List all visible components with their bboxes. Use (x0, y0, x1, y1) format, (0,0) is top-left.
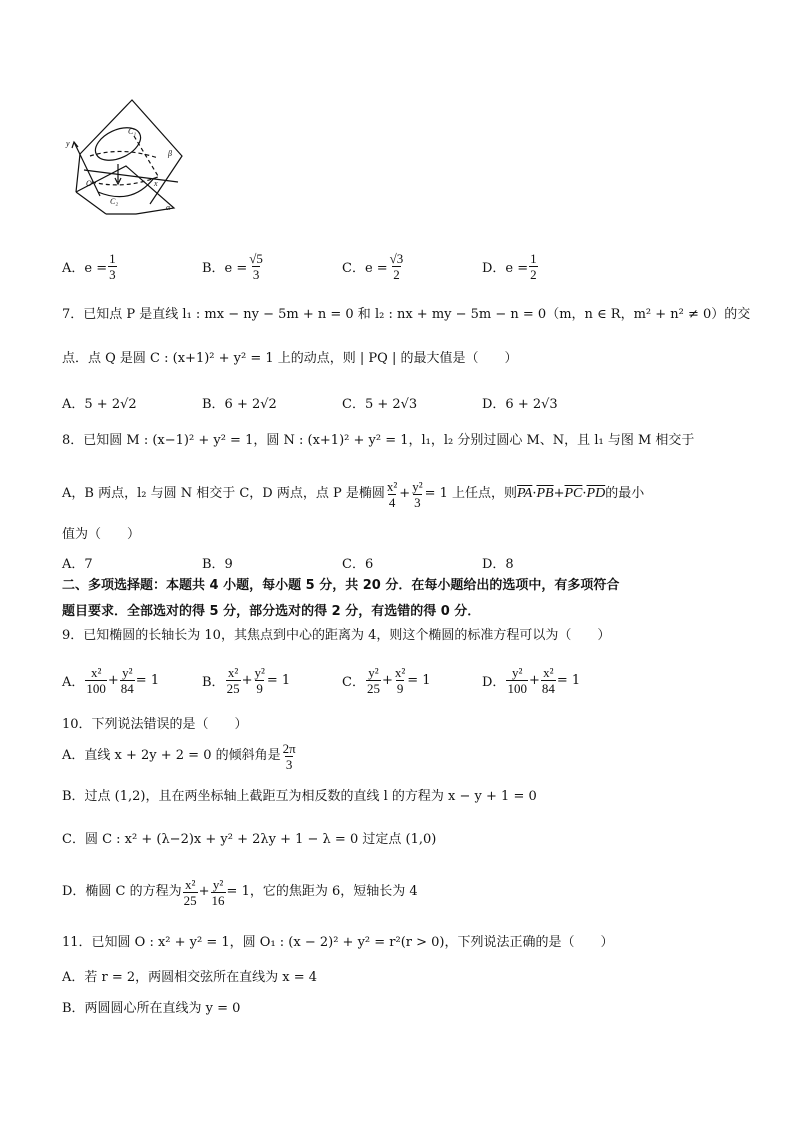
curve-c2 (98, 178, 154, 197)
ellipse-c1 (90, 121, 145, 167)
q11-option-b: B．两圆圆心所在直线为 y = 0 (62, 1001, 241, 1016)
label-y: y (66, 139, 70, 148)
q8-option-c: C．6 (342, 556, 374, 572)
geometry-figure (62, 96, 186, 220)
q9-options (62, 660, 762, 700)
q8-option-d: D．8 (482, 556, 514, 572)
q6-option-b: B．e = $\frac{√5}{3}$ (202, 250, 263, 282)
q9-stem: 9．已知椭圆的长轴长为 10，其焦点到中心的距离为 4，则这个椭圆的标准方程可以为（ ） (62, 628, 611, 643)
q8-option-a: A．7 (62, 556, 93, 572)
q10-option-b: B．过点 (1,2)，且在两坐标轴上截距互为相反数的直线 l 的方程为 x − y + 1 = 0 (62, 789, 537, 804)
q7-option-d: D．6 + 2√3 (482, 396, 558, 412)
label-o: O (86, 179, 92, 188)
label-alpha: α (166, 203, 171, 212)
q6-option-c: C．e = $\frac{√3}{2}$ (342, 250, 404, 282)
q8-options (62, 542, 762, 582)
section-2-heading-line-1: 二、多项选择题：本题共 4 小题，每小题 5 分，共 20 分．在每小题给出的选项中，有多项符合 (62, 578, 620, 593)
q11-option-a: A．若 r = 2，两圆相交弦所在直线为 x = 4 (62, 970, 318, 985)
q11-stem: 11．已知圆 O : x² + y² = 1，圆 O₁ : (x − 2)² + y² = r²(r > 0)，下列说法正确的是（ ） (62, 935, 614, 950)
q6-options (62, 246, 762, 286)
q9-option-a: A． $\frac{\text{x²}}{100}$ + $\frac{\text{y²}}{84}$ = 1 (62, 664, 160, 696)
section-2-heading-line-2: 题目要求．全部选对的得 5 分，部分选对的得 2 分，有选错的得 0 分． (62, 604, 481, 619)
q10-option-d: D．椭圆 C 的方程为 $\frac{\text{x²}}{25}$ + $\frac{\text{y²}}{16}$ = 1，它的焦距为 6，短轴长为 4 (62, 876, 418, 908)
q7-line-2: 点．点 Q 是圆 C : (x+1)² + y² = 1 上的动点，则 | PQ | 的最大值是（ ） (62, 351, 518, 366)
q6-option-d: D．e = $\frac{1}{2}$ (482, 250, 537, 282)
q7-options (62, 382, 762, 422)
label-c1: C₁ (128, 127, 137, 136)
q7-option-a: A．5 + 2√2 (62, 396, 137, 412)
q8-line-1: 8．已知圆 M : (x−1)² + y² = 1，圆 N : (x+1)² + y² = 1，l₁，l₂ 分别过圆心 M、N，且 l₁ 与图 M 相交于 (62, 433, 695, 448)
q9-option-d: D． $\frac{\text{y²}}{100}$ + $\frac{\text{x²}}{84}$ = 1 (482, 664, 581, 696)
label-beta: β (168, 149, 172, 158)
q10-stem: 10．下列说法错误的是（ ） (62, 717, 248, 732)
q10-option-c: C．圆 C : x² + (λ−2)x + y² + 2λy + 1 − λ = 0 过定点 (1,0) (62, 832, 437, 847)
label-x: x (154, 179, 158, 188)
q8-line-2: A，B 两点，l₂ 与圆 N 相交于 C，D 两点，点 P 是椭圆 $\frac{\text{x²}}{4}$ + $\frac{\text{y²}}{3}$ = 1 上任点，则 $\overline{PA}$ · $\overline{PB}$ + $\overline{PC}$ · $\overline{PD}$ 的最小 (62, 478, 645, 510)
q7-option-b: B．6 + 2√2 (202, 396, 277, 412)
q6-option-a: A．e = $\frac{1}{3}$ (62, 250, 116, 282)
q8-option-b: B．9 (202, 556, 233, 572)
q10-option-a: A．直线 x + 2y + 2 = 0 的倾斜角是 $\frac{2\pi}{3}$ (62, 740, 296, 772)
q7-line-1: 7．已知点 P 是直线 l₁ : mx − ny − 5m + n = 0 和 l₂ : nx + my − 5m − n = 0（m，n ∈ R，m² + n² ≠ 0）的交 (62, 307, 751, 322)
q8-line-3: 值为（ ） (62, 527, 141, 542)
q9-option-b: B． $\frac{\text{x²}}{25}$ + $\frac{\text{y²}}{9}$ = 1 (202, 664, 291, 696)
label-c2: C₂ (110, 197, 119, 206)
q7-option-c: C．5 + 2√3 (342, 396, 418, 412)
q9-option-c: C． $\frac{\text{y²}}{25}$ + $\frac{\text{x²}}{9}$ = 1 (342, 664, 431, 696)
